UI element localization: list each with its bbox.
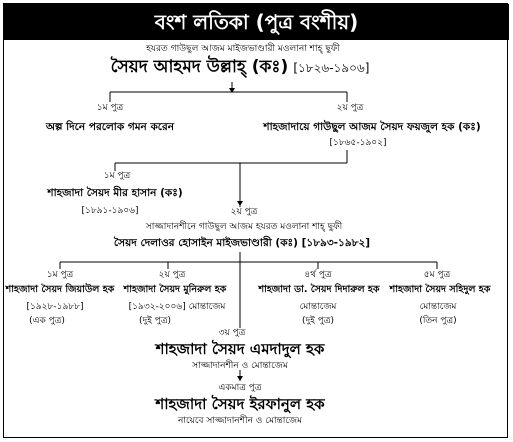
- only-son-title: নায়েবে সাজ্জাদানশীন ও মোন্তাজেম: [177, 416, 303, 426]
- gen2-son2-name: সৈয়দ দেলাওর হোসাইন মাইজভাণ্ডারী (কঃ) [১৮৯৩-১৯৮২]: [113, 237, 371, 249]
- gen1-son1-name: অল্প দিনে পরলোক গমন করেন: [45, 121, 175, 133]
- gen2-son1-years: [১৮৯১-১৯০৬]: [81, 206, 139, 216]
- gen3-son1-relation: ১ম পুত্র: [46, 270, 74, 280]
- gen3-son1-name: শাহজাদা সৈয়দ জিয়াউল হক: [5, 284, 115, 295]
- root-honorific: হযরত গাউছুল আজম মাইজভাণ্ডারী মওলানা শাহ্ ছুফী: [146, 44, 340, 54]
- gen3-son2-years: [১৯৩২-২০০৬] মোন্তাজেম: [128, 302, 226, 312]
- gen1-son2-years: [১৮৬৫-১৯০২]: [329, 138, 387, 148]
- gen3-son5-children: (তিন পুত্র): [419, 316, 457, 326]
- gen2-son2-honorific: সাজ্জাদানশীনে গাউছুল আজম হযরত মওলানা শাহ্ ছুফী: [145, 222, 343, 232]
- gen3-son5-name: শাহজাদা সৈয়দ সহিদুল হক: [389, 284, 491, 295]
- only-son-name: শাহজাদা সৈয়দ ইরফানুল হক: [155, 395, 325, 413]
- gen3-son1-children: (এক পুত্র): [29, 316, 65, 326]
- root-name: সৈয়দ আহমদ উল্লাহ্ (কঃ): [110, 57, 289, 77]
- gen3-son2-children: (দুই পুত্র): [138, 316, 172, 326]
- arrowhead-gen2: [237, 201, 243, 206]
- gen1-son2-name: শাহজাদায়ে গাউছুল আজম সৈয়দ ফয়জুল হক (কঃ): [263, 121, 481, 133]
- third-son-name: শাহজাদা সৈয়দ এমদাদুল হক: [155, 340, 325, 358]
- third-son-relation: ৩য় পুত্র: [218, 328, 246, 338]
- banner-title: বংশ লতিকা (পুত্র বংশীয়): [4, 4, 509, 40]
- gen3-son4-relation: ৪র্থ পুত্র: [304, 270, 332, 280]
- gen2-son1-relation: ১ম পুত্র: [103, 171, 131, 181]
- gen3-son1-years: [১৯২৮-১৯৮৮]: [26, 302, 84, 312]
- gen3-son2-relation: ২য় পুত্র: [158, 270, 186, 280]
- third-son-title: সাজ্জাদানশীন ও মোন্তাজেম: [192, 361, 288, 371]
- root-name-line: [111, 58, 370, 78]
- gen2-son2-relation: ২য় পুত্র: [230, 207, 258, 217]
- gen3-son4-title: মোন্তাজেম: [299, 302, 337, 312]
- gen2-son1-name: শাহজাদা সৈয়দ মীর হাসান (কঃ): [47, 187, 183, 199]
- arrowhead-only-son: [237, 376, 243, 381]
- gen3-son4-children: (দুই পুত্র): [301, 316, 335, 326]
- gen3-son4-name: শাহজাদা ডা. সৈয়দ দিদারুল হক: [258, 284, 380, 295]
- gen3-son5-title: মোন্তাজেম: [419, 302, 457, 312]
- gen1-son1-relation: ১ম পুত্র: [96, 103, 124, 113]
- gen3-son5-relation: ৫ম পুত্র: [423, 270, 451, 280]
- gen1-son2-relation: ২য় পুত্র: [336, 103, 364, 113]
- root-years: [১৮২৬-১৯০৬]: [293, 61, 370, 75]
- only-son-relation: একমাত্র পুত্র: [218, 383, 262, 393]
- gen3-son2-name: শাহজাদা সৈয়দ মুনিরুল হক: [123, 284, 227, 295]
